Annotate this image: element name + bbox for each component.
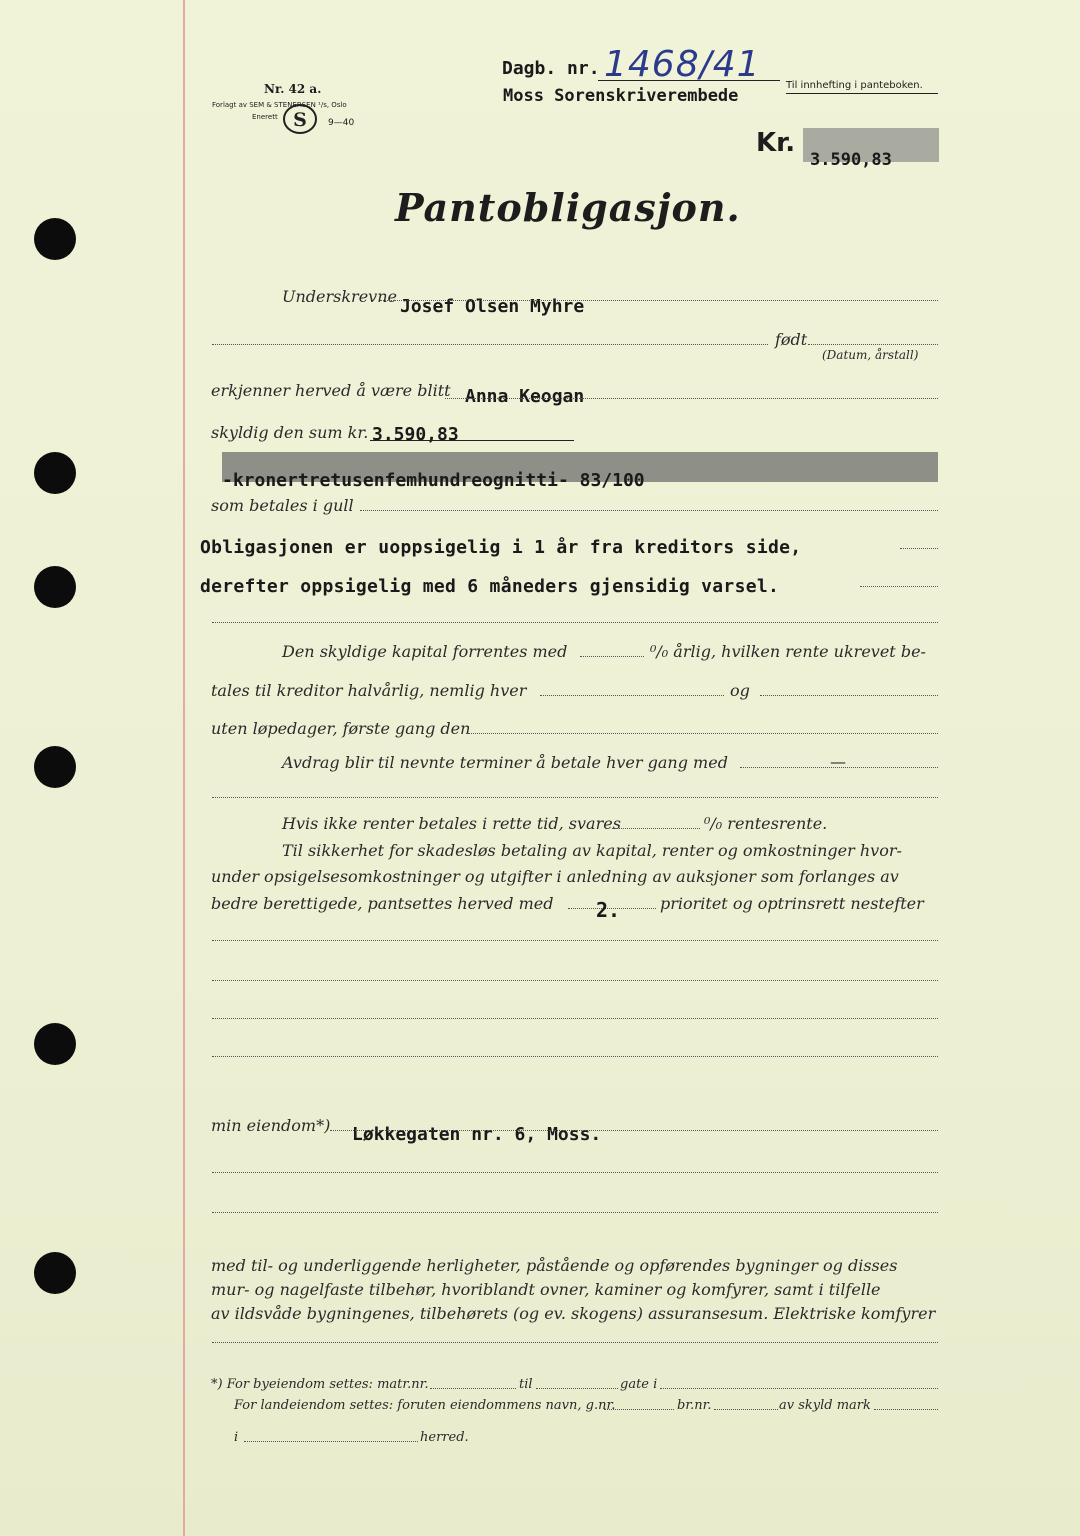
document-title: Pantobligasjon. — [395, 185, 741, 230]
binding-note: Til innhefting i panteboken. — [786, 80, 923, 91]
footnote-line-1: *) For byeiendom settes: matr.nr. — [211, 1377, 429, 1392]
publisher-logo — [280, 103, 320, 135]
undersigned-value: Josef Olsen Myhre — [400, 296, 585, 317]
amount-in-words: -kronertretusenfemhundreognitti- 83/100 — [222, 470, 645, 491]
publisher: Forlagt av SEM & STENERSEN ¹/s, Oslo — [212, 101, 347, 109]
interest-label: Den skyldige kapital forrentes med — [282, 642, 568, 661]
payable-label: tales til kreditor halvårlig, nemlig hver — [211, 681, 527, 700]
form-number: Nr. 42 a. — [264, 82, 322, 96]
blank-line — [212, 1018, 938, 1019]
blank-line — [212, 622, 938, 623]
priority-text: prioritet og optrinsrett nestefter — [660, 894, 924, 913]
footnote-skyld: av skyld mark — [779, 1398, 871, 1413]
footnote-line-2: For landeiendom settes: foruten eiendommens navn, g.nr. — [234, 1398, 616, 1413]
footnote-brnr-line — [714, 1409, 778, 1410]
edition: 9—40 — [328, 118, 355, 128]
undersigned-line — [380, 300, 938, 301]
security-line-1: Til sikkerhet for skadesløs betaling av kapital, renter og omkostninger hvor- — [282, 841, 902, 860]
sum-label: skyldig den sum kr. — [211, 423, 369, 442]
security-line-2: under opsigelsesomkostninger og utgifter i anledning av auksjoner som forlanges av — [211, 867, 899, 886]
punch-hole — [34, 452, 76, 494]
punch-hole — [34, 746, 76, 788]
blank-line — [212, 1212, 938, 1213]
interest-text: ⁰/₀ årlig, hvilken rente ukrevet be- — [650, 642, 926, 661]
property-line — [330, 1130, 938, 1131]
footnote-gate-line — [660, 1388, 938, 1389]
footnote-gate: gate i — [620, 1377, 658, 1392]
rights-line-1: med til- og underliggende herligheter, påstående og opførendes bygninger og disses — [211, 1256, 898, 1275]
blank-line — [212, 1172, 938, 1173]
dagb-number: 1468/41 — [604, 44, 761, 85]
blank-line — [212, 1056, 938, 1057]
dagb-label: Dagb. nr. — [502, 58, 600, 79]
installment-blank-line — [212, 797, 938, 798]
punch-hole — [34, 1023, 76, 1065]
installment-dash: — — [830, 752, 846, 771]
blank-line — [212, 980, 938, 981]
payable-and: og — [730, 681, 750, 700]
footnote-til-line — [536, 1388, 618, 1389]
rights-line-3: av ildsvåde bygningenes, tilbehørets (og ev. skogens) assuransesum. Elektriske komfyrer — [211, 1304, 936, 1323]
property-value: Løkkegaten nr. 6, Moss. — [352, 1124, 602, 1145]
blank-line — [212, 940, 938, 941]
punch-hole — [34, 1252, 76, 1294]
creditor-line — [445, 398, 938, 399]
default-label: Hvis ikke renter betales i rette tid, svares — [282, 814, 621, 833]
payable-date-line — [540, 695, 724, 696]
default-text: ⁰/₀ rentesrente. — [704, 814, 828, 833]
blank-line — [212, 1342, 938, 1343]
date-note: (Datum, årstall) — [822, 348, 919, 362]
terms-line-2-rule — [860, 586, 938, 587]
terms-line-1: Obligasjonen er uoppsigelig i 1 år fra kreditors side, — [200, 537, 802, 558]
margin-rule — [183, 0, 185, 1536]
interest-rate-line — [580, 656, 644, 657]
priority-value: 2. — [596, 898, 621, 922]
dagb-underline — [598, 80, 780, 81]
footnote-til: til — [519, 1377, 533, 1392]
footnote-brnr: br.nr. — [677, 1398, 712, 1413]
born-label: født — [775, 330, 808, 349]
publisher-logo-letter: S — [293, 109, 307, 131]
security-line-3: bedre berettigede, pantsettes herved med — [211, 894, 554, 913]
sum-underline — [370, 440, 574, 441]
paid-line — [360, 510, 938, 511]
office-stamp: Moss Sorenskriverembede — [503, 86, 739, 106]
address-line — [212, 344, 768, 345]
footnote-i: i — [234, 1430, 239, 1445]
footnote-herred-line — [244, 1441, 418, 1442]
note-underline — [786, 93, 938, 94]
first-time-line — [466, 733, 938, 734]
paid-label: som betales i gull — [211, 496, 354, 515]
footnote-skyld-line — [874, 1409, 938, 1410]
header-amount: 3.590,83 — [810, 150, 892, 170]
born-line — [808, 344, 938, 345]
footnote-gnr-line — [604, 1409, 674, 1410]
installment-label: Avdrag blir til nevnte terminer å betale hver gang med — [282, 753, 728, 772]
creditor-value: Anna Keogan — [465, 386, 585, 407]
terms-line-1-rule — [900, 548, 938, 549]
footnote-matr-line — [430, 1388, 516, 1389]
kr-label: Kr. — [756, 128, 796, 158]
sum-value: 3.590,83 — [372, 424, 459, 445]
first-time-label: uten løpedager, første gang den — [211, 719, 471, 738]
default-rate-line — [612, 828, 700, 829]
footnote-herred: herred. — [420, 1430, 469, 1445]
undersigned-label: Underskrevne — [282, 287, 397, 306]
rights-line-2: mur- og nagelfaste tilbehør, hvoriblandt ovner, kaminer og komfyrer, samt i tilfelle — [211, 1280, 881, 1299]
punch-hole — [34, 566, 76, 608]
terms-line-2: derefter oppsigelig med 6 måneders gjensidig varsel. — [200, 576, 780, 597]
creditor-label: erkjenner herved å være blitt — [211, 381, 451, 400]
punch-hole — [34, 218, 76, 260]
payable-date-line-2 — [760, 695, 938, 696]
exclusive-rights: Enerett — [252, 113, 278, 121]
property-label: min eiendom*) — [211, 1116, 331, 1135]
